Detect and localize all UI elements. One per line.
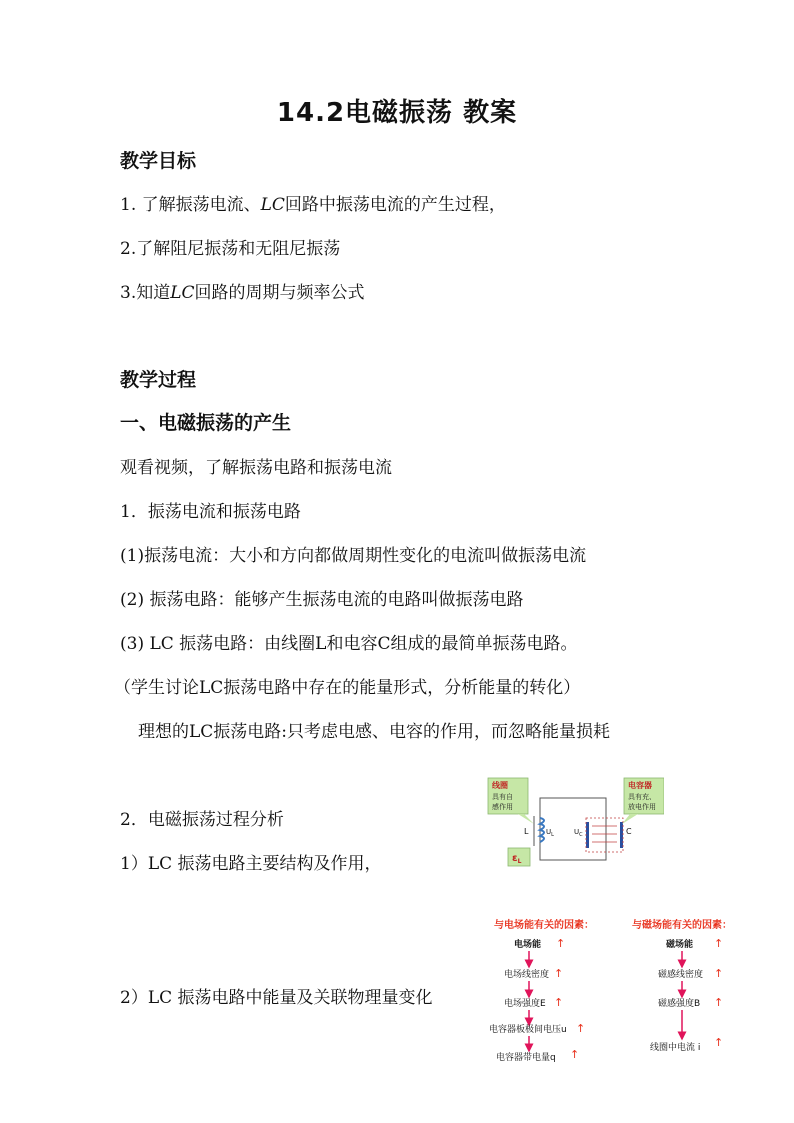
energy-factors-figure bbox=[484, 914, 760, 1070]
electric-factors-title: 与电场能有关的因素： bbox=[494, 920, 594, 931]
magnetic-factors-title: 与磁场能有关的因素： bbox=[632, 920, 732, 931]
question-1: 1）LC 振荡电路主要结构及作用， bbox=[120, 854, 382, 874]
objective-2: 2.了解阻尼振荡和无阻尼振荡 bbox=[120, 239, 341, 259]
cap-box-line-2: 具有充、 bbox=[628, 793, 656, 801]
discussion-text: （学生讨论LC振荡电路中存在的能量形式，分析能量的转化） bbox=[114, 678, 581, 698]
up-arrow-icon: ↑ bbox=[714, 996, 724, 1009]
subheading-1: 1．振荡电流和振荡电路 bbox=[120, 502, 301, 522]
magnetic-item-3: 线圈中电流 i bbox=[650, 1043, 701, 1053]
electric-item-3: 电容器板极间电压u bbox=[489, 1025, 567, 1035]
up-arrow-icon: ↑ bbox=[714, 937, 724, 950]
label-C: C bbox=[626, 827, 632, 836]
definition-1: (1)振荡电流：大小和方向都做周期性变化的电流叫做振荡电流 bbox=[120, 546, 587, 566]
objective-3-post: 回路的周期与频率公式 bbox=[194, 283, 365, 303]
coil-callout-pointer bbox=[518, 814, 534, 824]
magnetic-item-1: 磁感线密度 bbox=[658, 970, 704, 980]
subheading-2: 2．电磁振荡过程分析 bbox=[120, 810, 284, 830]
objective-1 bbox=[120, 190, 506, 215]
question-2: 2）LC 振荡电路中能量及关联物理量变化 bbox=[120, 988, 433, 1008]
cap-box-line-1: 电容器 bbox=[628, 781, 652, 790]
intro-text: 观看视频，了解振荡电路和振荡电流 bbox=[120, 458, 392, 478]
cap-box-line-3: 放电作用 bbox=[628, 803, 656, 811]
capacitor-field-region bbox=[586, 818, 623, 852]
process-heading: 教学过程 bbox=[120, 369, 197, 391]
up-arrow-icon: ↑ bbox=[714, 967, 724, 980]
objectives-heading: 教学目标 bbox=[120, 150, 197, 172]
objective-3-pre: 3.知道 bbox=[120, 283, 171, 303]
objective-1-post: 回路中振荡电流的产生过程， bbox=[284, 195, 506, 215]
label-UC: $U_C$ bbox=[574, 828, 583, 838]
label-L: L bbox=[524, 827, 529, 836]
up-arrow-icon: ↑ bbox=[576, 1022, 586, 1035]
capacitor-field-lines bbox=[592, 826, 617, 842]
coil-box-line-3: 感作用 bbox=[492, 803, 513, 811]
up-arrow-icon: ↑ bbox=[554, 967, 564, 980]
electric-item-4: 电容器带电量q bbox=[496, 1053, 556, 1063]
objective-3-lc: LC bbox=[170, 283, 195, 303]
emf-label: $\varepsilon_L$ bbox=[512, 853, 522, 865]
up-arrow-icon: ↑ bbox=[554, 996, 564, 1009]
coil-box-line-2: 具有自 bbox=[492, 793, 513, 801]
label-UL: $U_L$ bbox=[546, 828, 554, 838]
up-arrow-icon: ↑ bbox=[570, 1048, 580, 1061]
up-arrow-icon: ↑ bbox=[714, 1036, 724, 1049]
capacitor-plate-right bbox=[620, 822, 623, 848]
ideal-circuit-text: 理想的LC振荡电路:只考虑电感、电容的作用，而忽略能量损耗 bbox=[138, 722, 611, 742]
electric-item-1: 电场线密度 bbox=[504, 970, 550, 980]
coil-box-line-1: 线圈 bbox=[492, 781, 508, 790]
definition-3: (3) LC 振荡电路：由线圈L和电容C组成的最简单振荡电路。 bbox=[120, 634, 578, 654]
up-arrow-icon: ↑ bbox=[556, 937, 566, 950]
capacitor-plate-left bbox=[586, 822, 589, 848]
objective-1-lc: LC bbox=[260, 195, 285, 215]
electric-item-0: 电场能 bbox=[514, 940, 542, 950]
objective-1-pre: 1. 了解振荡电流、 bbox=[120, 195, 261, 215]
objective-3 bbox=[120, 278, 365, 303]
inductor-icon bbox=[540, 818, 544, 842]
magnetic-item-2: 磁感强度B bbox=[658, 999, 701, 1009]
lc-circuit-figure bbox=[484, 774, 664, 874]
section-1-heading: 一、电磁振荡的产生 bbox=[120, 412, 292, 434]
electric-item-2: 电场强度E bbox=[504, 999, 546, 1009]
magnetic-item-0: 磁场能 bbox=[666, 940, 694, 950]
page-title: 14.2电磁振荡 教案 bbox=[276, 98, 518, 128]
capacitor-callout-pointer bbox=[622, 814, 638, 824]
definition-2: (2) 振荡电路：能够产生振荡电流的电路叫做振荡电路 bbox=[120, 590, 524, 610]
